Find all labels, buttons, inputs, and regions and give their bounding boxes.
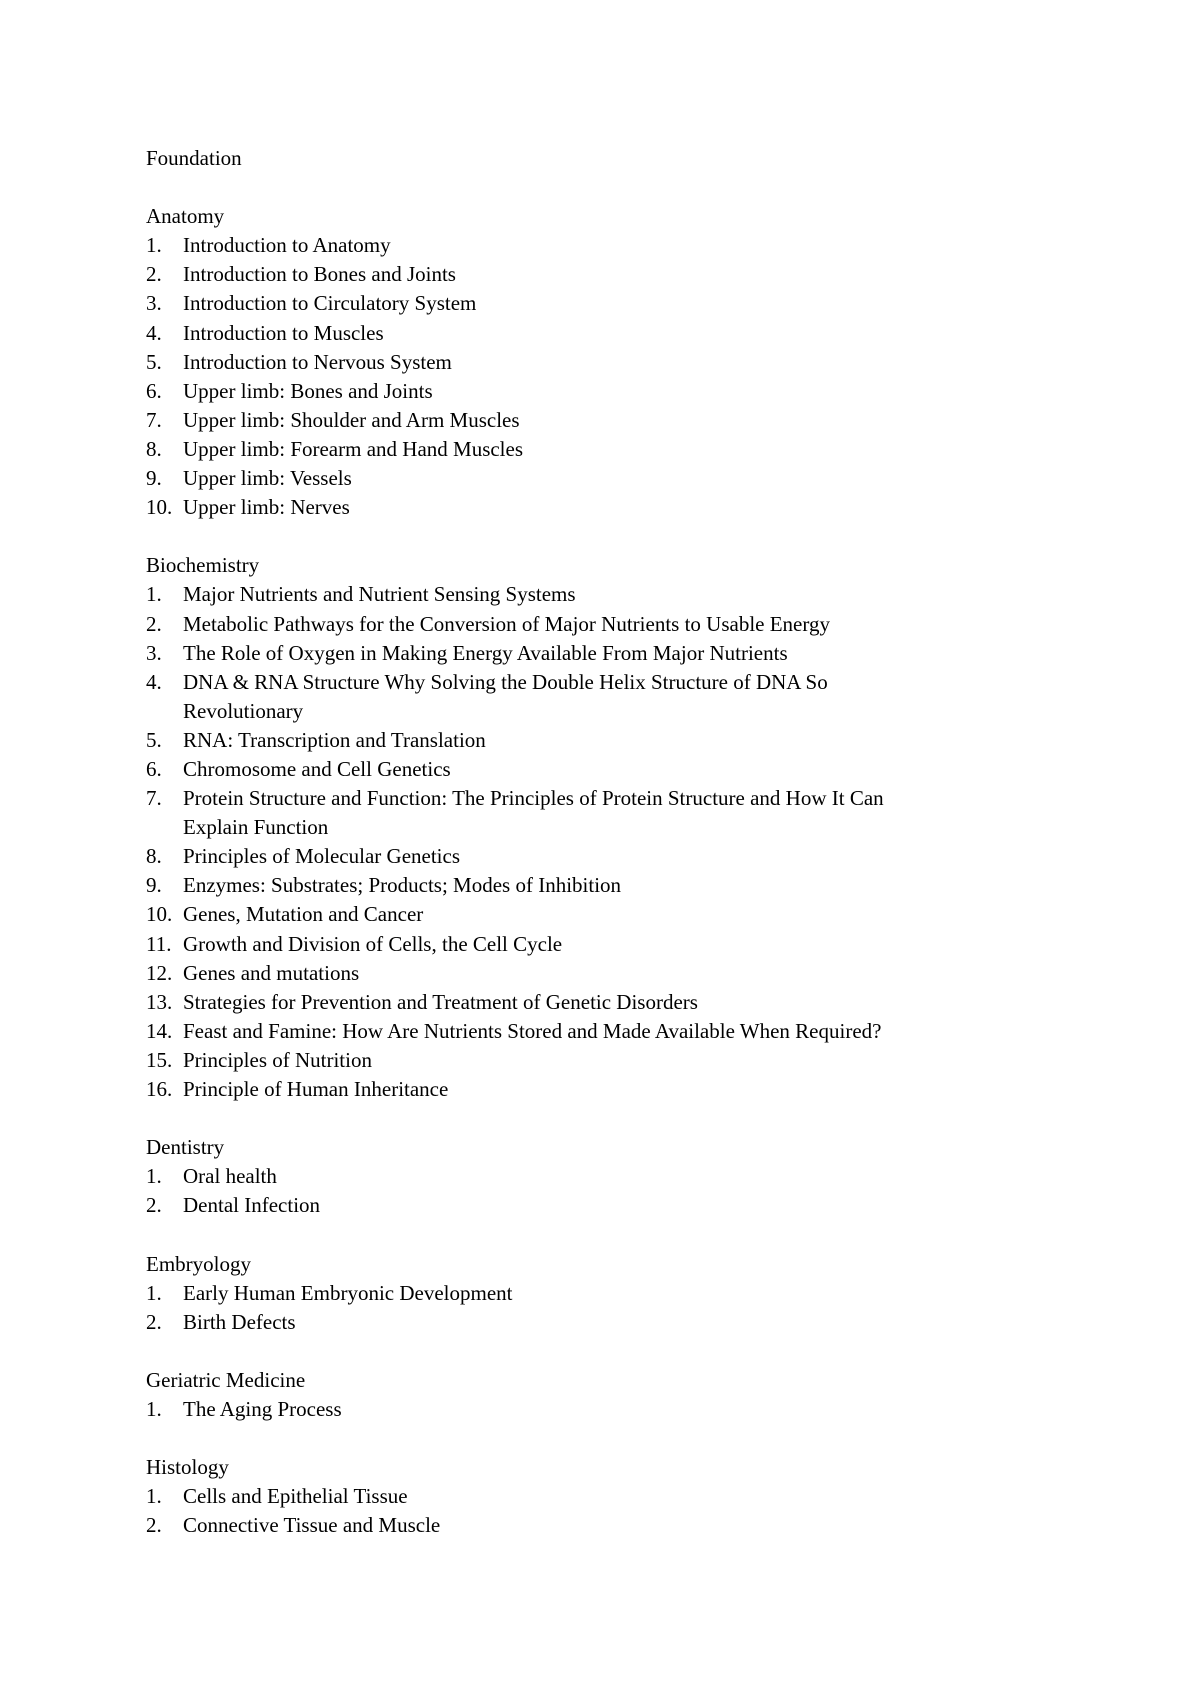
list-item-text [183,1075,1043,1104]
list-item [146,1395,1046,1424]
list-item-text [183,726,1043,755]
list-item-text-line: Upper limb: Vessels [183,466,352,491]
list-item-text-line: Strategies for Prevention and Treatment of Genetic Disorders [183,989,698,1014]
list-item-text-line: Chromosome and Cell Genetics [183,756,451,781]
topic-list [146,231,1046,522]
list-item-text [183,464,1043,493]
list-item-text-line: Metabolic Pathways for the Conversion of Major Nutrients to Usable Energy [183,611,830,636]
section-geriatric-medicine [146,1366,1046,1424]
list-item [146,959,1046,988]
list-item [146,435,1046,464]
list-item-text [183,1191,1043,1220]
list-item [146,1482,1046,1511]
topic-list [146,1395,1046,1424]
list-item-text-line: The Aging Process [183,1397,342,1422]
list-item [146,930,1046,959]
list-item-text-line: Genes, Mutation and Cancer [183,902,424,927]
list-item [146,1046,1046,1075]
list-item-text [183,610,1043,639]
list-item-text [183,260,1043,289]
list-item-text-line: Upper limb: Forearm and Hand Muscles [183,436,524,461]
list-item-text [183,1511,1043,1540]
list-item-text [183,406,1043,435]
list-item-number: 2. [146,1309,162,1334]
list-item-number: 1. [146,233,162,258]
list-item-text-line: Principles of Molecular Genetics [183,844,460,869]
list-item [146,1308,1046,1337]
section-heading: Histology [146,1455,229,1480]
list-item-text-line: The Role of Oxygen in Making Energy Available From Major Nutrients [183,640,788,665]
list-item-text [183,1162,1043,1191]
list-item-number: 1. [146,582,162,607]
list-item-text-line: Principle of Human Inheritance [183,1077,449,1101]
list-item-text-line: Genes and mutations [183,960,360,985]
list-item [146,377,1046,406]
section-heading: Geriatric Medicine [146,1367,306,1392]
list-item-text-line: Introduction to Bones and Joints [183,262,456,287]
section-biochemistry [146,551,1046,1104]
topic-list [146,1482,1046,1540]
list-item-text-line: Upper limb: Bones and Joints [183,378,433,403]
list-item [146,668,1046,726]
list-item [146,900,1046,929]
list-item-number: 5. [146,349,162,374]
list-item-text [183,784,1043,842]
list-item-number: 3. [146,640,162,665]
section-heading: Anatomy [146,204,225,229]
list-item-number: 1. [146,1280,162,1305]
list-item-number: 15. [146,1047,173,1072]
list-item-number: 16. [146,1077,173,1101]
list-item-number: 14. [146,1018,173,1043]
list-item-text [183,900,1043,929]
list-item-number: 1. [146,1484,162,1509]
list-item-number: 8. [146,844,162,869]
list-item-text-line: Principles of Nutrition [183,1047,372,1072]
list-item-text-line: Introduction to Circulatory System [183,291,477,316]
list-item-number: 1. [146,1397,162,1422]
section-histology [146,1453,1046,1540]
list-item [146,1191,1046,1220]
list-item-text [183,348,1043,377]
list-item-text [183,1308,1043,1337]
list-item [146,231,1046,260]
list-item [146,260,1046,289]
document-page [146,144,1046,1570]
list-item-text [183,580,1043,609]
list-item-text [183,871,1043,900]
list-item [146,755,1046,784]
list-item-number: 8. [146,436,162,461]
list-item-number: 4. [146,669,162,694]
list-item-text [183,988,1043,1017]
list-item [146,1162,1046,1191]
list-item-number: 9. [146,873,162,898]
list-item-text-line: Protein Structure and Function: The Principles of Protein Structure and How It Can [183,786,884,811]
list-item-text [183,668,1043,726]
list-item-text-line: Birth Defects [183,1309,296,1334]
list-item [146,871,1046,900]
list-item-text [183,930,1043,959]
list-item [146,842,1046,871]
list-item [146,1279,1046,1308]
topic-list [146,580,1046,1104]
list-item-number: 13. [146,989,173,1014]
list-item-text-line: Connective Tissue and Muscle [183,1513,441,1538]
list-item-text [183,435,1043,464]
list-item-text-line: Growth and Division of Cells, the Cell Cycle [183,931,563,956]
list-item-text-line: Dental Infection [183,1193,321,1218]
list-item-text [183,639,1043,668]
list-item-text [183,1017,1043,1046]
list-item-number: 2. [146,611,162,636]
list-item-number: 10. [146,495,173,520]
list-item [146,1017,1046,1046]
list-item-text-line: Revolutionary [183,698,304,723]
list-item [146,639,1046,668]
list-item-number: 9. [146,466,162,491]
list-item-text [183,231,1043,260]
list-item [146,726,1046,755]
list-item [146,610,1046,639]
list-item-number: 7. [146,407,162,432]
list-item-number: 6. [146,756,162,781]
list-item-text [183,1279,1043,1308]
list-item-text-line: Feast and Famine: How Are Nutrients Stored and Made Available When Required? [183,1018,882,1043]
list-item-text [183,755,1043,784]
list-item [146,464,1046,493]
list-item [146,319,1046,348]
list-item-text [183,842,1043,871]
list-item-number: 10. [146,902,173,927]
list-item-text-line: Enzymes: Substrates; Products; Modes of Inhibition [183,873,622,898]
section-heading: Embryology [146,1251,251,1276]
list-item-text-line: Explain Function [183,815,329,840]
list-item-text-line: Introduction to Nervous System [183,349,452,374]
list-item-text [183,289,1043,318]
list-item-number: 7. [146,786,162,811]
topic-list [146,1162,1046,1220]
list-item-number: 12. [146,960,173,985]
list-item [146,406,1046,435]
list-item-number: 3. [146,291,162,316]
list-item-text-line: DNA & RNA Structure Why Solving the Double Helix Structure of DNA So [183,669,828,694]
list-item-text-line: Introduction to Anatomy [183,233,391,258]
list-item-text-line: Major Nutrients and Nutrient Sensing Systems [183,582,576,607]
list-item-number: 1. [146,1164,162,1189]
section-embryology [146,1250,1046,1337]
list-item-number: 2. [146,1193,162,1218]
list-item [146,784,1046,842]
list-item [146,1511,1046,1540]
document-title: Foundation [146,146,242,170]
sections-container [146,202,1046,1540]
list-item-number: 6. [146,378,162,403]
list-item-text [183,493,1043,522]
list-item-text [183,959,1043,988]
list-item [146,1075,1046,1104]
list-item-number: 4. [146,320,162,345]
section-heading: Dentistry [146,1135,225,1160]
section-dentistry [146,1133,1046,1220]
list-item-text [183,1395,1043,1424]
list-item-text-line: RNA: Transcription and Translation [183,727,486,752]
list-item-text-line: Oral health [183,1164,277,1189]
list-item-number: 5. [146,727,162,752]
list-item [146,289,1046,318]
list-item [146,348,1046,377]
list-item-text-line: Upper limb: Nerves [183,495,350,520]
list-item-number: 2. [146,262,162,287]
list-item-text-line: Cells and Epithelial Tissue [183,1484,408,1509]
list-item-text [183,1482,1043,1511]
list-item-text-line: Upper limb: Shoulder and Arm Muscles [183,407,520,432]
list-item-text [183,319,1043,348]
list-item-text-line: Introduction to Muscles [183,320,384,345]
list-item-text [183,1046,1043,1075]
section-anatomy [146,202,1046,522]
list-item-text-line: Early Human Embryonic Development [183,1280,513,1305]
list-item [146,988,1046,1017]
topic-list [146,1279,1046,1337]
section-heading: Biochemistry [146,553,260,578]
list-item-text [183,377,1043,406]
list-item [146,493,1046,522]
list-item-number: 2. [146,1513,162,1538]
list-item [146,580,1046,609]
list-item-number: 11. [146,931,172,956]
